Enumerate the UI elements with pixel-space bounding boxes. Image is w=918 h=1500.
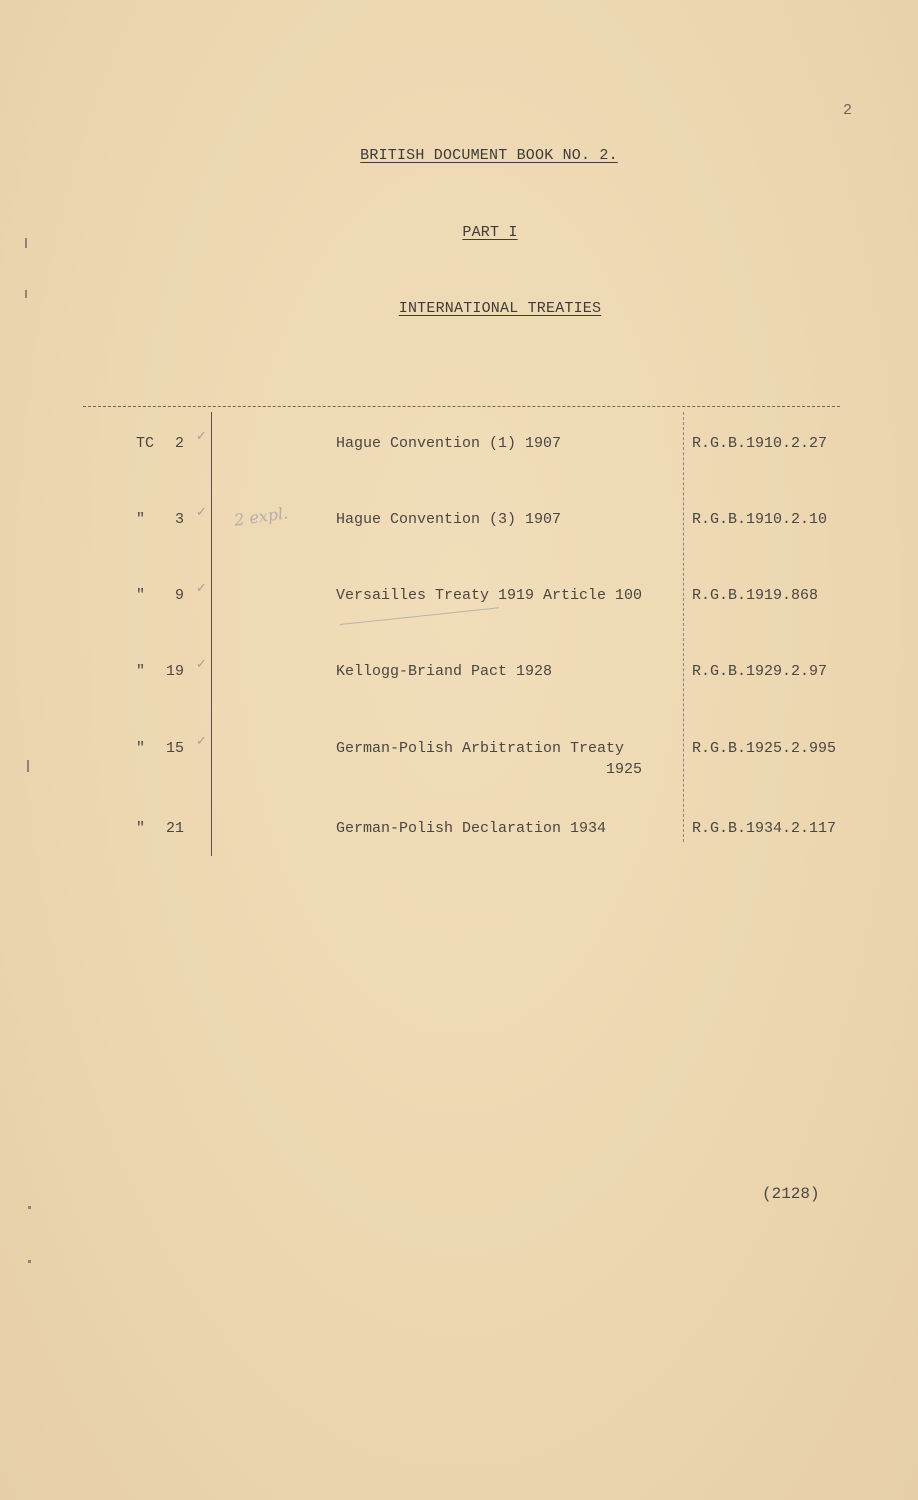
entry-prefix: " [136,820,146,837]
margin-mark [25,290,27,298]
part-heading: PART I [462,224,518,241]
table-row [0,820,918,860]
section-heading: INTERNATIONAL TREATIES [398,300,602,317]
entry-prefix: TC [136,435,155,452]
entry-reference: R.G.B.1919.868 [692,587,819,604]
check-mark-icon: ✓ [196,581,207,596]
entry-prefix: " [136,740,146,757]
table-top-rule [83,406,840,407]
entry-number: 21 [165,820,184,837]
entry-number: 9 [174,587,184,604]
entry-prefix: " [136,511,146,528]
check-mark-icon: ✓ [196,429,207,444]
margin-mark [28,1206,31,1209]
entry-title: German-Polish Arbitration Treaty [336,740,625,757]
table-row [0,657,918,703]
entry-number: 3 [174,511,184,528]
entry-title: German-Polish Declaration 1934 [336,820,607,837]
entry-reference: R.G.B.1910.2.27 [692,435,828,452]
entry-title: Hague Convention (1) 1907 [336,435,562,452]
table-left-rule [211,412,212,856]
page-number: 2 [843,102,853,119]
margin-mark [27,760,29,772]
entry-title-continued: 1925 [606,761,643,778]
handwritten-margin-note: 2 expl. [232,503,290,530]
check-mark-icon: ✓ [196,734,207,749]
table-row [0,734,918,780]
entry-reference: R.G.B.1929.2.97 [692,663,828,680]
margin-mark [25,238,27,248]
entry-reference: R.G.B.1910.2.10 [692,511,828,528]
margin-mark [28,1260,31,1263]
check-mark-icon: ✓ [196,657,207,672]
entry-title: Kellogg-Briand Pact 1928 [336,663,553,680]
entry-number: 2 [174,435,184,452]
check-mark-icon: ✓ [196,505,207,520]
document-code: (2128) [762,1185,820,1203]
entry-prefix: " [136,663,146,680]
entry-number: 15 [165,740,184,757]
table-row [0,429,918,475]
entry-number: 19 [165,663,184,680]
entry-reference: R.G.B.1934.2.117 [692,820,837,837]
table-row [0,581,918,627]
table-row [0,505,918,551]
document-title: BRITISH DOCUMENT BOOK NO. 2. [360,147,618,164]
entry-title: Versailles Treaty 1919 Article 100 [336,587,643,604]
entry-title: Hague Convention (3) 1907 [336,511,562,528]
entry-reference: R.G.B.1925.2.995 [692,740,837,757]
entry-prefix: " [136,587,146,604]
